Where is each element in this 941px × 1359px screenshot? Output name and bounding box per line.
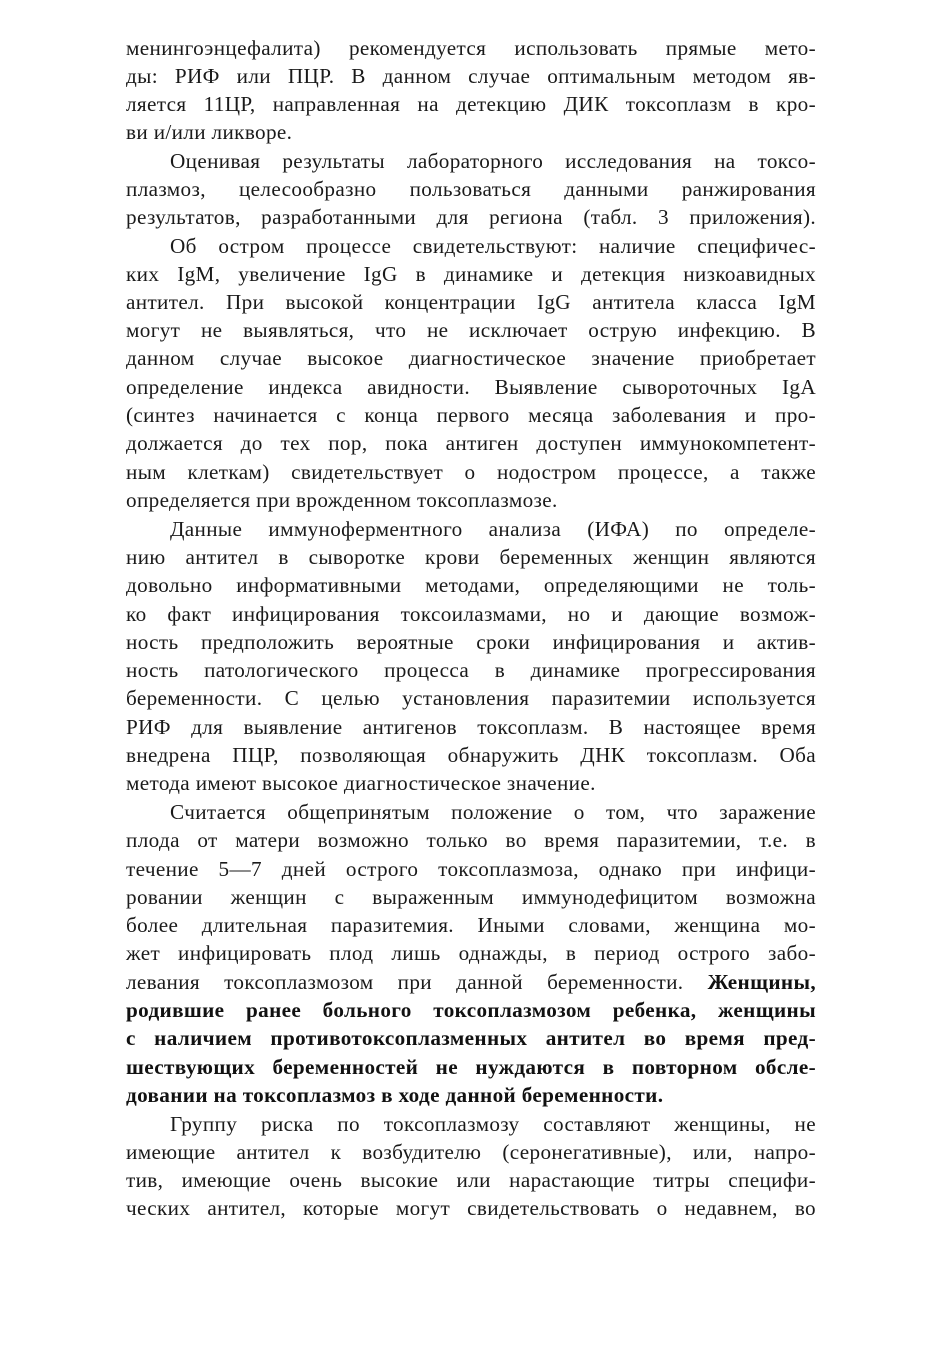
text-line: ность патологического процесса в динамике прогрессирования — [126, 658, 816, 682]
text-line: РИФ для выявление антигенов токсоплазм. В настоящее время — [126, 715, 816, 739]
bold-text-line: шествующих беременностей не нуждаются в повторном обсле- — [126, 1055, 816, 1079]
text-line: могут не выявляться, что не исключает острую инфекцию. В — [126, 318, 816, 342]
bold-text-segment: Женщины, — [707, 970, 816, 994]
text-line: метода имеют высокое диагностическое значение. — [126, 771, 596, 795]
text-line: беременности. С целью установления паразитемии используется — [126, 686, 816, 710]
text-line: Оценивая результаты лабораторного исследования на токсо- — [170, 149, 816, 173]
text-line: внедрена ПЦР, позволяющая обнаружить ДНК токсоплазм. Оба — [126, 743, 816, 767]
text-line: должается до тех пор, пока антиген доступен иммунокомпетент- — [126, 431, 816, 455]
text-line: определение индекса авидности. Выявление сывороточных IgA — [126, 375, 816, 399]
text-line: ным клеткам) свидетельствует о нодостром процессе, а также — [126, 460, 816, 484]
text-line: ность предположить вероятные сроки инфицирования и актив- — [126, 630, 816, 654]
bold-text-line: родившие ранее больного токсоплазмозом ребенка, женщины — [126, 998, 816, 1022]
text-line: плазмоз, целесообразно пользоваться данными ранжирования — [126, 177, 816, 201]
text-line: (синтез начинается с конца первого месяца заболевания и про- — [126, 403, 816, 427]
text-line: определяется при врожденном токсоплазмозе. — [126, 488, 558, 512]
bold-text-line: довании на токсоплазмоз в ходе данной беременности. — [126, 1083, 664, 1107]
text-line: жет инфицировать плод лишь однажды, в период острого забо- — [126, 941, 816, 965]
text-line: ровании женщин с выраженным иммунодефицитом возможна — [126, 885, 816, 909]
text-line: довольно информативными методами, определяющими не толь- — [126, 573, 816, 597]
text-line: ляется 11ЦР, направленная на детекцию ДИК токсоплазм в кро- — [126, 92, 816, 116]
text-line: результатов, разработанными для региона (табл. 3 приложения). — [126, 205, 816, 229]
text-line: ких IgM, увеличение IgG в динамике и детекция низкоавидных — [126, 262, 816, 286]
text-line: ви и/или ликворе. — [126, 120, 293, 144]
text-line: данном случае высокое диагностическое значение приобретает — [126, 346, 816, 370]
text-line: менингоэнцефалита) рекомендуется использовать прямые мето- — [126, 36, 816, 60]
text-line: тив, имеющие очень высокие или нарастающие титры специфи- — [126, 1168, 816, 1192]
text-line: нию антител в сыворотке крови беременных женщин являются — [126, 545, 816, 569]
text-line: имеющие антител к возбудителю (серонегативные), или, напро- — [126, 1140, 816, 1164]
text-line: течение 5—7 дней острого токсоплазмоза, однако при инфици- — [126, 857, 816, 881]
text-line: плода от матери возможно только во время паразитемии, т.е. в — [126, 828, 816, 852]
text-line: ческих антител, которые могут свидетельствовать о недавнем, во — [126, 1196, 816, 1220]
text-line: Данные иммуноферментного анализа (ИФА) по определе- — [170, 517, 816, 541]
text-line: ко факт инфицирования токсоилазмами, но и дающие возмож- — [126, 602, 816, 626]
text-line: Считается общепринятым положение о том, что заражение — [170, 800, 816, 824]
text-line: Об остром процессе свидетельствуют: наличие специфичес- — [170, 234, 816, 258]
text-line: ды: РИФ или ПЦР. В данном случае оптимальным методом яв- — [126, 64, 816, 88]
text-segment: левания токсоплазмозом при данной беременности. — [126, 970, 684, 994]
text-line: Группу риска по токсоплазмозу составляют женщины, не — [170, 1112, 816, 1136]
text-line: более длительная паразитемия. Иными словами, женщина мо- — [126, 913, 816, 937]
text-line: антител. При высокой концентрации IgG антитела класса IgM — [126, 290, 816, 314]
text-line-mixed — [126, 968, 816, 996]
bold-text-line: с наличием противотоксоплазменных антител во время пред- — [126, 1026, 816, 1050]
